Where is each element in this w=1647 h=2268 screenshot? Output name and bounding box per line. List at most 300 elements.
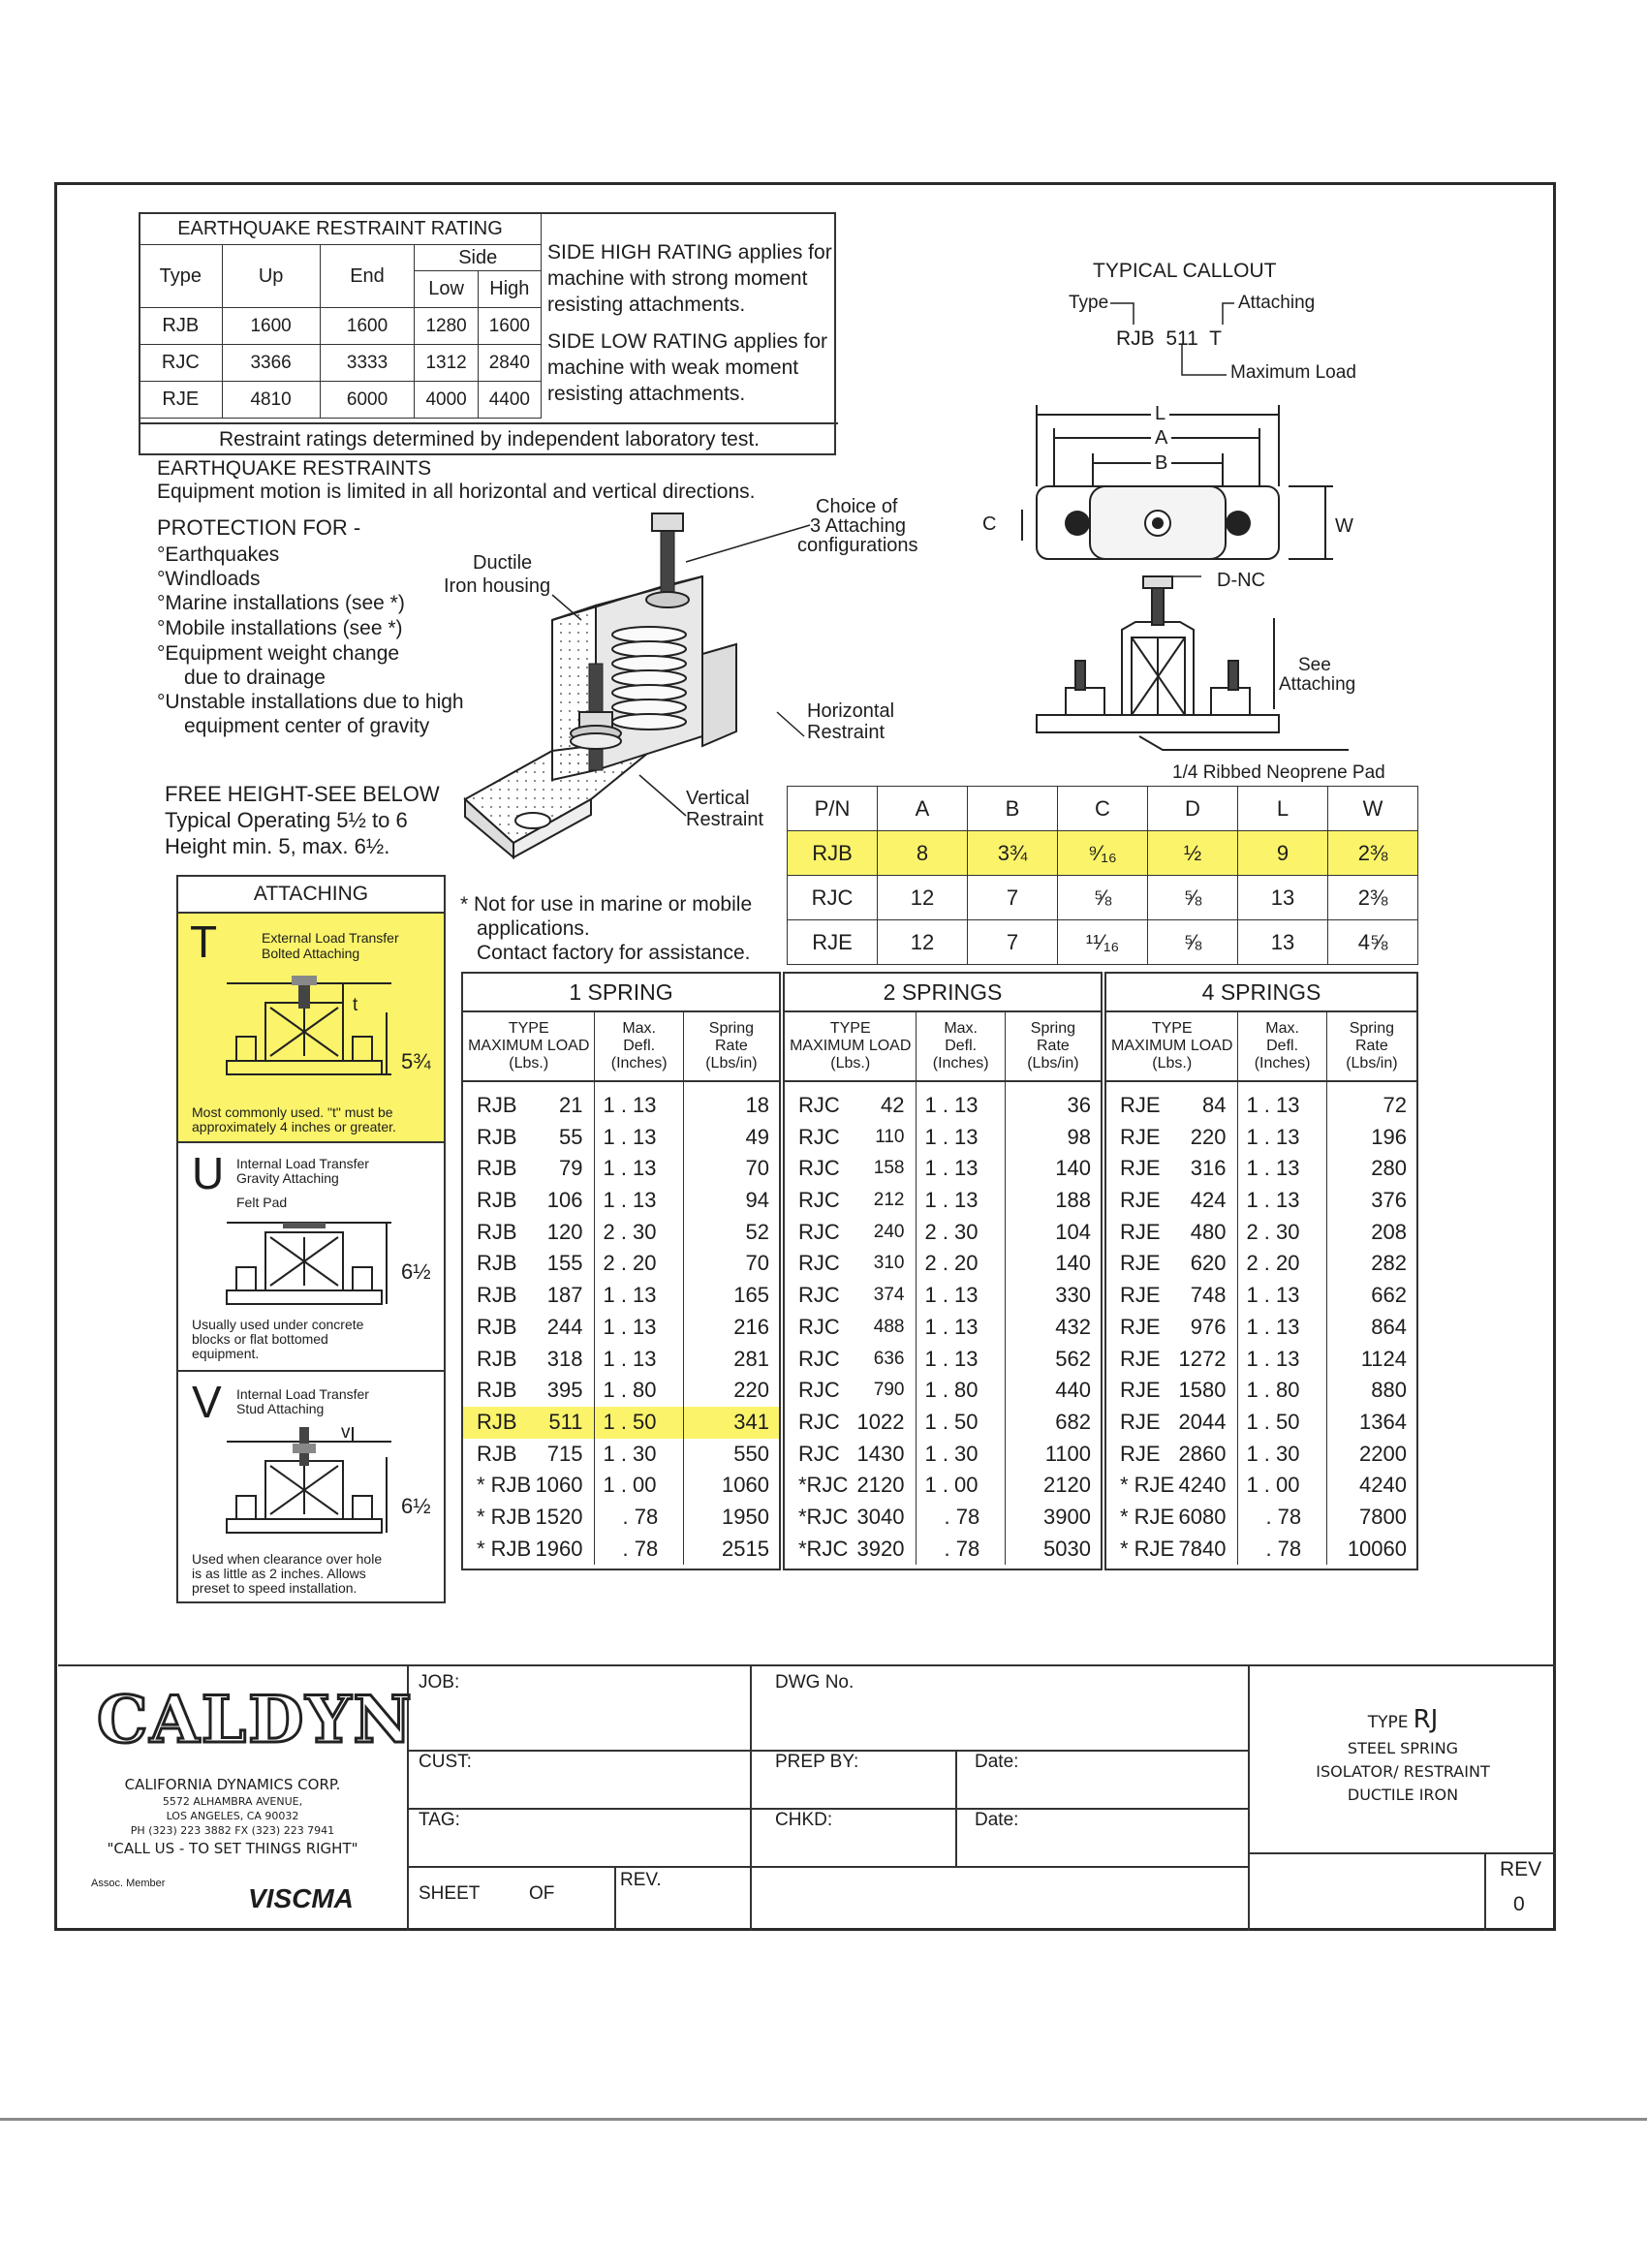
spring-max-load: 4240 [1178,1473,1227,1498]
spring-max-load: 158 [873,1158,905,1179]
spring-max-load: 1580 [1178,1378,1227,1403]
spring-rate: 70 [745,1251,769,1276]
callout-title: TYPICAL CALLOUT [1093,260,1277,282]
spring-max-load: 374 [873,1285,905,1306]
spring-type: RJC [798,1188,840,1213]
spring-type-cell [1106,1122,1237,1154]
spring-rate: 1100 [1044,1441,1091,1466]
pad-label: 1/4 Ribbed Neoprene Pad [1172,762,1385,783]
spring-type-cell [463,1375,594,1407]
spring-type-cell [785,1248,916,1280]
spring-deflection: 1 . 00 [603,1473,657,1498]
spring-deflection: 1 . 13 [603,1314,657,1339]
spring-type-cell [1106,1439,1237,1471]
spring-max-load: 187 [546,1283,583,1308]
pn-cell: 2⅜ [1328,831,1418,876]
tb-prep: PREP BY: [775,1752,859,1772]
spring-max-load: 1272 [1178,1346,1227,1371]
spring-table [461,972,781,1570]
attaching-T-diagram [217,974,411,1095]
spring-rate: 440 [1055,1378,1091,1403]
notice-line2: applications. [477,917,590,940]
spring-type-cell [463,1185,594,1217]
tb-type-big: RJ [1413,1705,1439,1734]
label-choice2: 3 Attaching [810,515,906,537]
spring-rate: 864 [1371,1314,1407,1339]
side-low-note: SIDE LOW RATING applies for machine with weak moment resisting attachments. [547,330,828,405]
dim-W: W [1335,515,1353,537]
spring-type: RJB [477,1441,517,1466]
spring-deflection: 1 . 13 [1246,1156,1300,1181]
spring-rate: 94 [745,1188,769,1213]
pn-cell: ⅝ [1148,876,1238,920]
spring-rate: 72 [1383,1093,1407,1117]
spring-type: RJC [798,1124,840,1149]
spring-type: RJC [798,1156,840,1181]
spring-type-cell [785,1312,916,1344]
spring-type: RJE [1120,1441,1161,1466]
tb-divider [614,1866,616,1931]
spring-rate: 432 [1055,1314,1091,1339]
eq-header-high: High [478,271,541,308]
spring-type-cell [1106,1502,1237,1534]
eq-cell: 1312 [415,345,478,382]
spring-type: RJC [798,1283,840,1308]
tb-rev: REV [1500,1858,1542,1880]
tb-date1: Date: [975,1752,1019,1772]
free-height-line2: Typical Operating 5½ to 6 [165,808,408,832]
spring-max-load: 120 [546,1219,583,1244]
label-choice3: configurations [797,535,918,556]
spring-deflection: . 78 [622,1536,659,1561]
eq-row [140,345,542,382]
spring-type: * RJB [477,1473,532,1498]
spring-type-cell [1106,1344,1237,1376]
spring-type-cell [1106,1470,1237,1502]
spring-header-cell: TYPE MAXIMUM LOAD (Lbs.) [1106,1012,1238,1080]
spring-max-load: 620 [1190,1251,1227,1276]
free-height-line1: FREE HEIGHT-SEE BELOW [165,782,440,806]
spring-max-load: 395 [546,1378,583,1403]
spring-column [785,1082,917,1565]
spring-deflection: 1 . 13 [1246,1283,1300,1308]
spring-type-cell [463,1470,594,1502]
spring-deflection: 2 . 30 [1246,1219,1300,1244]
spring-rate: 1124 [1360,1346,1407,1371]
spring-type-cell [463,1312,594,1344]
spring-rate: 70 [745,1156,769,1181]
attaching-T-desc2: Bolted Attaching [262,946,360,961]
pn-header: A [878,787,968,831]
attaching-panel [176,875,446,1603]
spring-type: RJE [1120,1124,1161,1149]
spring-type-cell [1106,1534,1237,1566]
spring-max-load: 6080 [1178,1504,1227,1529]
spring-rate: 52 [745,1219,769,1244]
spring-rate: 98 [1067,1124,1091,1149]
spring-type: RJB [477,1251,517,1276]
spring-deflection: 1 . 13 [1246,1093,1300,1117]
protection-item: °Unstable installations due to high [157,691,464,713]
spring-column [463,1082,595,1565]
spring-rate: 1950 [722,1504,769,1529]
spring-rate: 3900 [1043,1504,1091,1529]
spring-rate: 282 [1371,1251,1407,1276]
label-ductile: Ductile [473,552,533,574]
callout-maxload-label: Maximum Load [1230,362,1356,383]
tb-cust: CUST: [419,1752,472,1772]
tb-of: OF [529,1883,555,1904]
eq-cell: 1600 [478,308,541,345]
spring-type-cell [463,1090,594,1122]
eq-header-up: Up [222,245,320,308]
spring-deflection: 1 . 30 [924,1441,979,1466]
spring-max-load: 1430 [856,1441,905,1466]
spring-rate: 4240 [1359,1473,1407,1498]
tb-desc1: STEEL SPRING [1347,1739,1459,1757]
pn-cell: 7 [968,876,1058,920]
spring-max-load: 1060 [535,1473,583,1498]
eq-cell: 1600 [320,308,415,345]
spring-column [1327,1082,1416,1565]
spring-max-load: 84 [1201,1093,1227,1117]
spring-rate: 281 [733,1346,769,1371]
pn-cell: 8 [878,831,968,876]
spring-rate: 376 [1371,1188,1407,1213]
spring-rate: 341 [684,1407,779,1439]
spring-rate: 188 [1055,1188,1091,1213]
spring-rate: 10060 [1347,1536,1407,1561]
pn-header-row [788,787,1418,831]
spring-type: RJB [477,1314,517,1339]
spring-max-load: 511 [548,1409,583,1434]
spring-max-load: 1022 [856,1409,905,1434]
spring-header-cell: Spring Rate (Lbs/in) [705,1020,758,1072]
tb-chkd: CHKD: [775,1810,833,1830]
spring-rate: 330 [1055,1283,1091,1308]
spring-max-load: 106 [546,1188,583,1213]
eq-cell: 3366 [222,345,320,382]
spring-table [783,972,1103,1570]
spring-max-load: 1520 [535,1504,583,1529]
spring-rate: 562 [1055,1346,1091,1371]
viscma-logo: VISCMA [248,1883,354,1913]
eq-cell: 4000 [415,382,478,419]
pn-cell: RJB [788,831,878,876]
spring-deflection: 1 . 80 [1246,1378,1300,1403]
pn-row [788,876,1418,920]
spring-deflection: 1 . 13 [924,1093,979,1117]
tb-tag: TAG: [419,1810,460,1830]
spring-type: RJE [1120,1188,1161,1213]
eq-cell: 3333 [320,345,415,382]
eq-title: EARTHQUAKE RESTRAINT RATING [140,213,542,245]
spring-deflection: 1 . 13 [1246,1346,1300,1371]
dimension-drawing [969,397,1376,785]
callout-type-label: Type [1069,293,1109,313]
tb-desc3: DUCTILE IRON [1347,1786,1459,1804]
spring-type-cell [785,1217,916,1249]
eq-header-end: End [320,245,415,308]
eq-cell: RJE [140,382,223,419]
spring-header-cell: Max. Defl. (Inches) [917,1012,1005,1080]
tb-divider [407,1866,1250,1868]
callout-code: RJB 511 T [1116,327,1222,350]
spring-max-load: 480 [1190,1219,1227,1244]
spring-deflection: . 78 [1265,1536,1302,1561]
restraints-heading: EARTHQUAKE RESTRAINTS [157,457,432,480]
rating-footnote: Restraint ratings determined by independent laboratory test. [140,422,838,451]
spring-max-load: 636 [873,1348,905,1369]
spring-type-cell [785,1185,916,1217]
attaching-T-dim: 5¾ [401,1049,431,1073]
attaching-T-note2: approximately 4 inches or greater. [192,1119,396,1134]
spring-rate: 220 [733,1378,769,1403]
dim-L: L [1151,403,1169,425]
spring-max-load: 220 [1190,1124,1227,1149]
pn-cell: 4⅝ [1328,920,1418,965]
spring-column [1238,1082,1326,1565]
spring-type-cell [463,1248,594,1280]
attaching-V-note2: is as little as 2 inches. Allows [192,1566,366,1581]
spring-type: RJB [477,1124,517,1149]
spring-type-cell [463,1439,594,1471]
spring-deflection: 1 . 13 [603,1124,657,1149]
spring-deflection: . 78 [622,1504,659,1529]
spring-max-load: 7840 [1178,1536,1227,1561]
dim-A: A [1151,427,1171,450]
spring-deflection: 1 . 13 [603,1283,657,1308]
spring-rate: 682 [1055,1409,1091,1434]
spring-rate: 550 [733,1441,769,1466]
pn-header: C [1058,787,1148,831]
spring-type-cell [785,1090,916,1122]
attaching-title: ATTACHING [178,877,444,914]
spring-type: RJB [477,1093,517,1117]
spring-deflection: 1 . 13 [603,1093,657,1117]
company-name: CALIFORNIA DYNAMICS CORP. [124,1776,341,1793]
spring-type: RJB [477,1219,517,1244]
spring-deflection: 1 . 50 [924,1409,979,1434]
spring-max-load: 155 [546,1251,583,1276]
spring-deflection: 2 . 20 [1246,1251,1300,1276]
eq-cell: 1280 [415,308,478,345]
eq-cell: 4810 [222,382,320,419]
eq-cell: 1600 [222,308,320,345]
spring-table-body [463,1082,779,1565]
spring-type: * RJB [477,1504,532,1529]
spring-type: RJE [1120,1219,1161,1244]
eq-cell: 6000 [320,382,415,419]
spring-max-load: 212 [873,1190,905,1211]
pn-cell: 2⅜ [1328,876,1418,920]
spring-max-load: 424 [1190,1188,1227,1213]
attaching-U-dim: 6½ [401,1259,431,1284]
spring-type-cell [463,1217,594,1249]
attaching-V-diagram [217,1422,411,1543]
spring-max-load: 2120 [856,1473,905,1498]
spring-type: * RJE [1120,1504,1175,1529]
spring-deflection: 2 . 30 [924,1219,979,1244]
attaching-U-desc2: Gravity Attaching [236,1170,339,1186]
spring-type: RJC [798,1441,840,1466]
eq-row [140,308,542,345]
protection-item: °Earthquakes [157,544,280,566]
tb-divider [750,1664,752,1931]
spring-column [684,1082,779,1565]
spring-table-header [785,1012,1101,1082]
pn-cell: 3¾ [968,831,1058,876]
spring-column [1006,1082,1101,1565]
spring-rate: 165 [733,1283,769,1308]
pn-header: L [1238,787,1328,831]
spring-type-cell [785,1344,916,1376]
spring-rate: 7800 [1359,1504,1407,1529]
attaching-U-felt: Felt Pad [236,1195,288,1210]
spring-table-title: 2 SPRINGS [785,974,1101,1012]
spring-type-cell [1106,1375,1237,1407]
eq-cell: 4400 [478,382,541,419]
pn-cell: RJE [788,920,878,965]
spring-deflection: 2 . 20 [924,1251,979,1276]
tb-sheet: SHEET [419,1883,481,1904]
pn-cell: ⅝ [1148,920,1238,965]
protection-item: °Equipment weight change [157,642,400,665]
spring-deflection: . 78 [1265,1504,1302,1529]
notice-line3: Contact factory for assistance. [477,942,751,964]
spring-table-body [785,1082,1101,1565]
spring-rate: 1364 [1359,1409,1407,1434]
eq-cell: RJB [140,308,223,345]
spring-table-title: 4 SPRINGS [1106,974,1416,1012]
spring-deflection: . 78 [944,1504,980,1529]
spring-rate: 216 [733,1314,769,1339]
spring-type: RJE [1120,1156,1161,1181]
spring-table-title: 1 SPRING [463,974,779,1012]
spring-max-load: 488 [873,1316,905,1337]
spring-rate: 140 [1055,1156,1091,1181]
spring-deflection: 1 . 13 [924,1124,979,1149]
earthquake-rating-box [139,212,836,455]
label-horizontal1: Horizontal [807,700,895,722]
company-info [87,1775,378,1859]
spring-deflection: 1 . 13 [924,1156,979,1181]
spring-table [1104,972,1418,1570]
spring-max-load: 2044 [1178,1409,1227,1434]
caldyn-logo-text: CALDYN [97,1682,414,1757]
pn-header: B [968,787,1058,831]
spring-header-cell: TYPE MAXIMUM LOAD (Lbs.) [785,1012,917,1080]
spring-type-cell [785,1534,916,1566]
spring-type-cell [463,1534,594,1566]
eq-header-type: Type [140,245,223,308]
spring-rate: 2120 [1043,1473,1091,1498]
pn-cell: ⁹⁄₁₆ [1058,831,1148,876]
spring-max-load: 790 [873,1380,905,1401]
spring-type: * RJE [1120,1473,1175,1498]
spring-type-cell [1106,1312,1237,1344]
protection-heading: PROTECTION FOR - [157,515,361,540]
attaching-V-dim: 6½ [401,1494,431,1518]
spring-type-cell [785,1407,916,1439]
earthquake-rating-table [139,212,542,419]
spring-max-load: 1960 [535,1536,583,1561]
spring-type: RJE [1120,1378,1161,1403]
spring-type: RJE [1120,1283,1161,1308]
pn-cell: ¹¹⁄₁₆ [1058,920,1148,965]
see-attaching1: See [1298,655,1331,675]
attaching-V-section [178,1372,444,1603]
spring-type-cell [1106,1153,1237,1185]
spring-type: RJC [798,1378,840,1403]
spring-deflection: 1 . 13 [1246,1314,1300,1339]
pn-row [788,920,1418,965]
spring-column [917,1082,1005,1565]
attaching-V-note3: preset to speed installation. [192,1580,357,1596]
eq-header-side: Side [415,245,542,271]
spring-max-load: 79 [559,1156,583,1181]
spring-type-cell [1106,1407,1237,1439]
callout-attaching-label: Attaching [1238,293,1316,313]
pn-header: P/N [788,787,878,831]
spring-deflection: 1 . 13 [924,1283,979,1308]
spring-deflection: 1 . 00 [1246,1473,1300,1498]
spring-type: * RJB [477,1536,532,1561]
spring-type-cell [785,1153,916,1185]
spring-max-load: 318 [546,1346,583,1371]
spring-deflection: 2 . 20 [603,1251,657,1276]
dim-C: C [982,513,997,535]
spring-max-load: 2860 [1178,1441,1227,1466]
tb-date2: Date: [975,1810,1019,1830]
spring-rate: 18 [745,1093,769,1117]
spring-header-cell: Max. Defl. (Inches) [1238,1012,1326,1080]
tb-type-small: TYPE [1367,1713,1409,1732]
label-iron-housing: Iron housing [444,575,551,597]
spring-type-cell [1106,1217,1237,1249]
company-address1: 5572 ALHAMBRA AVENUE, [162,1795,303,1808]
spring-table-body [1106,1082,1416,1565]
spring-type: RJB [477,1378,517,1403]
tb-job: JOB: [419,1672,460,1693]
protection-item: equipment center of gravity [184,715,430,737]
spring-rate: 36 [1067,1093,1091,1117]
spring-type: RJC [798,1251,840,1276]
spring-max-load: 3040 [856,1504,905,1529]
spring-deflection: 1 . 80 [603,1378,657,1403]
spring-max-load: 240 [873,1221,905,1242]
spring-max-load: 715 [546,1441,583,1466]
spring-type: RJB [477,1156,517,1181]
attaching-U-section [178,1143,444,1372]
spring-type: RJC [798,1093,840,1117]
spring-column [1106,1082,1238,1565]
spring-type: *RJC [798,1473,849,1498]
attaching-T-desc1: External Load Transfer [262,930,399,946]
spring-deflection: 1 . 13 [603,1156,657,1181]
attaching-T-small: t [353,995,358,1015]
spring-rate: 140 [1055,1251,1091,1276]
spring-deflection: 2 . 30 [603,1219,657,1244]
spring-header-cell: TYPE MAXIMUM LOAD (Lbs.) [463,1012,595,1080]
spring-type-cell [1106,1090,1237,1122]
scan-edge [0,2118,1647,2268]
spring-type: RJB [477,1283,517,1308]
spring-rate: 662 [1371,1283,1407,1308]
spring-table-header [463,1012,779,1082]
spring-type-cell [463,1153,594,1185]
pn-cell: ⅝ [1058,876,1148,920]
